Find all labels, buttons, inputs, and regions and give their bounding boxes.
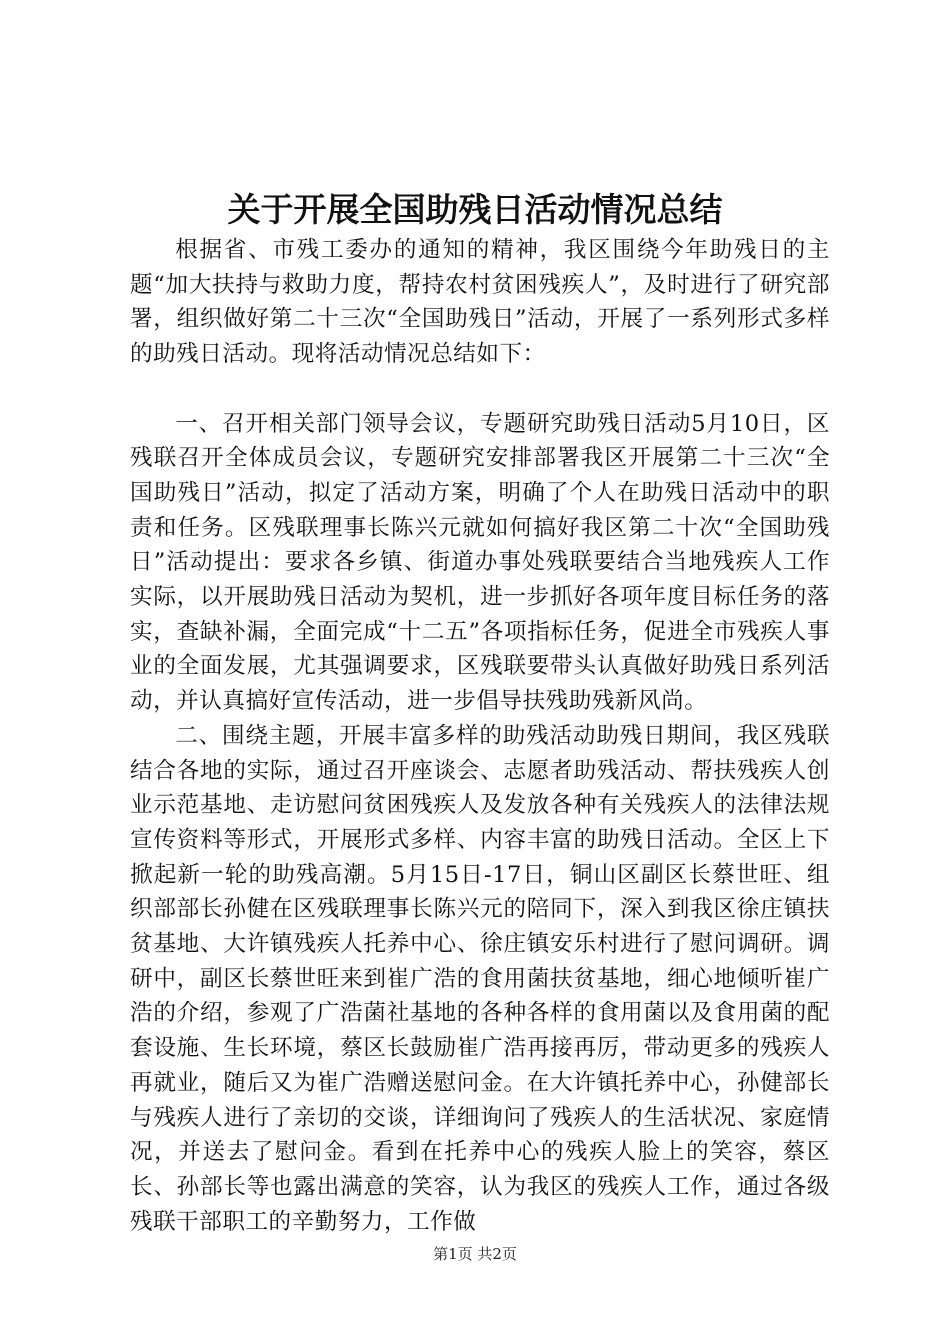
paragraph-spacer [130,372,830,407]
document-body [130,233,830,1239]
paragraph-intro: 根据省、市残工委办的通知的精神，我区围绕今年助残日的主题“加大扶持与救助力度，帮持农村贫困残疾人”，及时进行了研究部署，组织做好第二十三次“全国助残日”活动，开展了一系列形式多样的助残日活动。现将活动情况总结如下： [130,237,830,368]
paragraph-section-two: 二、围绕主题，开展丰富多样的助残活动助残日期间，我区残联结合各地的实际，通过召开座谈会、志愿者助残活动、帮扶残疾人创业示范基地、走访慰问贫困残疾人及发放各种有关残疾人的法律法规宣传资料等形式，开展形式多样、内容丰富的助残日活动。全区上下掀起新一轮的助残高潮。5月15日-17日，铜山区副区长蔡世旺、组织部部长孙健在区残联理事长陈兴元的陪同下，深入到我区徐庄镇扶贫基地、大许镇残疾人托养中心、徐庄镇安乐村进行了慰问调研。调研中，副区长蔡世旺来到崔广浩的食用菌扶贫基地，细心地倾听崔广浩的介绍，参观了广浩菌社基地的各种各样的食用菌以及食用菌的配套设施、生长环境，蔡区长鼓励崔广浩再接再厉，带动更多的残疾人再就业，随后又为崔广浩赠送慰问金。在大许镇托养中心，孙健部长与残疾人进行了亲切的交谈，详细询问了残疾人的生活状况、家庭情况，并送去了慰问金。看到在托养中心的残疾人脸上的笑容，蔡区长、孙部长等也露出满意的笑容，认为我区的残疾人工作，通过各级残联干部职工的辛勤努力，工作做 [130,722,830,1235]
page-number-footer: 第1页 共2页 [433,1245,517,1263]
document-title: 关于开展全国助残日活动情况总结 [227,190,723,229]
paragraph-section-one: 一、召开相关部门领导会议，专题研究助残日活动5月10日，区残联召开全体成员会议，专题研究安排部署我区开展第二十三次“全国助残日”活动，拟定了活动方案，明确了个人在助残日活动中的职责和任务。区残联理事长陈兴元就如何搞好我区第二十次“全国助残日”活动提出：要求各乡镇、街道办事处残联要结合当地残疾人工作实际，以开展助残日活动为契机，进一步抓好各项年度目标任务的落实，查缺补漏，全面完成“十二五”各项指标任务，促进全市残疾人事业的全面发展，尤其强调要求，区残联要带头认真做好助残日系列活动，并认真搞好宣传活动，进一步倡导扶残助残新风尚。 [130,410,830,715]
